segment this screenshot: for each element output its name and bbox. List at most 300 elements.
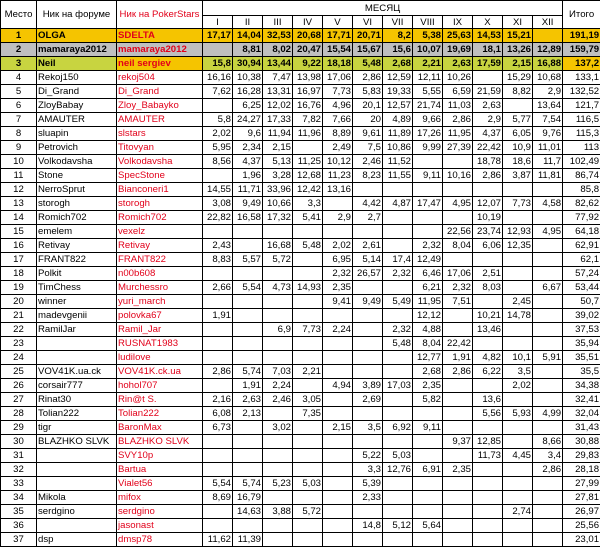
month-value-cell: 13,6 (473, 393, 503, 407)
table-row (1, 29, 600, 43)
month-value-cell (203, 323, 233, 337)
month-value-cell (473, 337, 503, 351)
month-value-cell: 12,02 (263, 99, 293, 113)
month-value-cell (503, 253, 533, 267)
pokerstars-nick-cell: jasonast (117, 519, 203, 533)
forum-nick-cell: VOV41K.ua.ck (37, 365, 117, 379)
month-value-cell (323, 435, 353, 449)
month-value-cell (473, 477, 503, 491)
total-cell: 191,19 (563, 29, 600, 43)
total-cell: 35,51 (563, 351, 600, 365)
forum-nick-cell: dsp (37, 533, 117, 547)
month-value-cell (353, 407, 383, 421)
place-cell: 1 (1, 29, 37, 43)
month-value-cell: 10,86 (383, 141, 413, 155)
month-value-cell: 20,68 (293, 29, 323, 43)
month-value-cell: 7,73 (323, 85, 353, 99)
month-value-cell: 9,22 (293, 57, 323, 71)
month-value-cell (233, 295, 263, 309)
pokerstars-nick-cell: serdgino (117, 505, 203, 519)
month-value-cell (293, 351, 323, 365)
place-cell: 2 (1, 43, 37, 57)
month-value-cell (383, 211, 413, 225)
pokerstars-nick-cell: Di_Grand (117, 85, 203, 99)
total-cell: 82,62 (563, 197, 600, 211)
header-month-12: XII (533, 16, 563, 29)
month-value-cell: 6,22 (473, 365, 503, 379)
table-row (1, 155, 600, 169)
month-value-cell: 5,38 (413, 29, 443, 43)
table-row (1, 253, 600, 267)
month-value-cell: 3,05 (293, 393, 323, 407)
month-value-cell (503, 477, 533, 491)
month-value-cell: 9,49 (233, 197, 263, 211)
month-value-cell: 4,95 (533, 225, 563, 239)
forum-nick-cell: Polkit (37, 267, 117, 281)
month-value-cell: 10,12 (323, 155, 353, 169)
table-row (1, 435, 600, 449)
month-value-cell: 17,17 (203, 29, 233, 43)
month-value-cell (383, 435, 413, 449)
month-value-cell: 10,1 (503, 351, 533, 365)
month-value-cell (323, 505, 353, 519)
place-cell: 5 (1, 85, 37, 99)
forum-nick-cell: Petrovich (37, 141, 117, 155)
header-month: МЕСЯЦ (203, 1, 563, 16)
total-cell: 32,04 (563, 407, 600, 421)
forum-nick-cell: Neil (37, 57, 117, 71)
month-value-cell (473, 491, 503, 505)
month-value-cell (443, 491, 473, 505)
month-value-cell (383, 533, 413, 547)
month-value-cell: 5,49 (383, 295, 413, 309)
month-value-cell: 10,9 (503, 141, 533, 155)
total-cell: 85,8 (563, 183, 600, 197)
month-value-cell: 16,88 (533, 57, 563, 71)
month-value-cell (503, 421, 533, 435)
pokerstars-nick-cell: mamaraya2012 (117, 43, 203, 57)
pokerstars-nick-cell: SVY10p (117, 449, 203, 463)
month-value-cell: 21,59 (473, 85, 503, 99)
month-value-cell: 5,95 (203, 141, 233, 155)
table-row (1, 421, 600, 435)
month-value-cell: 6,95 (323, 253, 353, 267)
month-value-cell: 16,58 (233, 211, 263, 225)
month-value-cell (533, 519, 563, 533)
month-value-cell: 11,55 (383, 169, 413, 183)
month-value-cell (503, 435, 533, 449)
pokerstars-nick-cell: VOV41K.ck.ua (117, 365, 203, 379)
month-value-cell: 20 (353, 113, 383, 127)
month-value-cell: 5,54 (233, 281, 263, 295)
place-cell: 30 (1, 435, 37, 449)
month-value-cell: 11,71 (233, 183, 263, 197)
month-value-cell (533, 421, 563, 435)
month-value-cell: 4,94 (323, 379, 353, 393)
month-value-cell: 12,76 (383, 463, 413, 477)
pokerstars-nick-cell: Rin@t S. (117, 393, 203, 407)
month-value-cell: 2,74 (503, 505, 533, 519)
month-value-cell: 2,02 (503, 379, 533, 393)
forum-nick-cell: storogh (37, 197, 117, 211)
month-value-cell: 5,22 (353, 449, 383, 463)
month-value-cell: 10,26 (443, 71, 473, 85)
total-cell: 28,18 (563, 463, 600, 477)
month-value-cell (203, 337, 233, 351)
month-value-cell: 12,68 (293, 169, 323, 183)
month-value-cell (293, 435, 323, 449)
month-value-cell: 2,86 (443, 365, 473, 379)
forum-nick-cell: Rinat30 (37, 393, 117, 407)
month-value-cell: 10,16 (443, 169, 473, 183)
month-value-cell: 6,46 (413, 267, 443, 281)
month-value-cell (503, 519, 533, 533)
month-value-cell: 6,73 (203, 421, 233, 435)
month-value-cell: 5,77 (503, 113, 533, 127)
total-cell: 23,01 (563, 533, 600, 547)
month-value-cell: 11,23 (323, 169, 353, 183)
month-value-cell: 11,01 (533, 141, 563, 155)
month-value-cell: 8,82 (503, 85, 533, 99)
place-cell: 20 (1, 295, 37, 309)
month-value-cell: 26,57 (353, 267, 383, 281)
month-value-cell: 5,48 (353, 57, 383, 71)
month-value-cell: 7,35 (293, 407, 323, 421)
pokerstars-nick-cell: FRANT822 (117, 253, 203, 267)
month-value-cell: 12,85 (473, 435, 503, 449)
forum-nick-cell: AMAUTER (37, 113, 117, 127)
month-value-cell (293, 449, 323, 463)
month-value-cell: 6,21 (413, 281, 443, 295)
month-value-cell (533, 183, 563, 197)
month-value-cell (293, 295, 323, 309)
total-cell: 35,94 (563, 337, 600, 351)
month-value-cell (383, 309, 413, 323)
month-value-cell: 5,03 (293, 477, 323, 491)
month-value-cell: 20,47 (293, 43, 323, 57)
month-value-cell (503, 463, 533, 477)
month-value-cell: 5,39 (353, 477, 383, 491)
place-cell: 11 (1, 169, 37, 183)
month-value-cell (203, 519, 233, 533)
month-value-cell: 13,31 (263, 85, 293, 99)
month-value-cell: 3,5 (503, 365, 533, 379)
month-value-cell (503, 393, 533, 407)
place-cell: 26 (1, 379, 37, 393)
month-value-cell: 4,95 (443, 197, 473, 211)
month-value-cell: 3,3 (353, 463, 383, 477)
month-value-cell (353, 225, 383, 239)
month-value-cell: 22,82 (203, 211, 233, 225)
month-value-cell (323, 533, 353, 547)
month-value-cell (353, 365, 383, 379)
month-value-cell: 2,63 (443, 57, 473, 71)
forum-nick-cell: Volkodavsha (37, 155, 117, 169)
month-value-cell: 33,96 (263, 183, 293, 197)
month-value-cell: 10,68 (533, 71, 563, 85)
month-value-cell (263, 309, 293, 323)
pokerstars-nick-cell: neil sergiev (117, 57, 203, 71)
month-value-cell (533, 393, 563, 407)
month-value-cell: 2,32 (383, 267, 413, 281)
month-value-cell (233, 463, 263, 477)
forum-nick-cell: Di_Grand (37, 85, 117, 99)
header-total: Итого (563, 1, 600, 29)
pokerstars-nick-cell: Retivay (117, 239, 203, 253)
month-value-cell: 20,71 (353, 29, 383, 43)
table-row (1, 323, 600, 337)
month-value-cell (443, 155, 473, 169)
month-value-cell: 2,15 (323, 421, 353, 435)
total-cell: 25,56 (563, 519, 600, 533)
month-value-cell: 6,25 (233, 99, 263, 113)
month-value-cell: 5,13 (263, 155, 293, 169)
month-value-cell: 9,76 (533, 127, 563, 141)
month-value-cell: 7,03 (263, 365, 293, 379)
total-cell: 37,53 (563, 323, 600, 337)
forum-nick-cell: emelem (37, 225, 117, 239)
month-value-cell: 8,69 (203, 491, 233, 505)
month-value-cell: 17,59 (473, 57, 503, 71)
forum-nick-cell: sluapin (37, 127, 117, 141)
month-value-cell: 14,93 (293, 281, 323, 295)
header-month-7: VII (383, 16, 413, 29)
month-value-cell: 4,88 (413, 323, 443, 337)
forum-nick-cell: serdgino (37, 505, 117, 519)
month-value-cell (533, 491, 563, 505)
pokerstars-nick-cell: slstars (117, 127, 203, 141)
month-value-cell: 2,66 (203, 281, 233, 295)
month-value-cell: 7,66 (323, 113, 353, 127)
month-value-cell (443, 253, 473, 267)
place-cell: 14 (1, 211, 37, 225)
month-value-cell: 12,59 (383, 71, 413, 85)
forum-nick-cell: tigr (37, 421, 117, 435)
month-value-cell (263, 491, 293, 505)
forum-nick-cell: corsair777 (37, 379, 117, 393)
month-value-cell: 17,06 (443, 267, 473, 281)
table-row (1, 519, 600, 533)
month-value-cell: 5,93 (503, 407, 533, 421)
pokerstars-nick-cell: BaronMax (117, 421, 203, 435)
month-value-cell: 13,44 (263, 57, 293, 71)
month-value-cell: 6,67 (533, 281, 563, 295)
month-value-cell: 11,89 (383, 127, 413, 141)
month-value-cell: 9,11 (413, 169, 443, 183)
month-value-cell (413, 225, 443, 239)
month-value-cell (503, 99, 533, 113)
month-value-cell: 13,98 (293, 71, 323, 85)
month-value-cell: 2,86 (443, 113, 473, 127)
pokerstars-nick-cell: hohol707 (117, 379, 203, 393)
month-value-cell: 17,32 (263, 211, 293, 225)
month-value-cell (443, 477, 473, 491)
month-value-cell: 9,41 (323, 295, 353, 309)
header-month-9: IX (443, 16, 473, 29)
header-place: Место (1, 1, 37, 29)
month-value-cell: 12,57 (383, 99, 413, 113)
header-month-4: IV (293, 16, 323, 29)
month-value-cell: 5,54 (203, 477, 233, 491)
month-value-cell: 7,73 (293, 323, 323, 337)
month-value-cell: 2,46 (353, 155, 383, 169)
month-value-cell (413, 449, 443, 463)
month-value-cell: 5,91 (533, 351, 563, 365)
month-value-cell (323, 519, 353, 533)
month-value-cell (413, 491, 443, 505)
place-cell: 27 (1, 393, 37, 407)
month-value-cell: 22,42 (473, 141, 503, 155)
month-value-cell: 2,46 (263, 393, 293, 407)
month-value-cell: 4,37 (473, 127, 503, 141)
header-month-6: VI (353, 16, 383, 29)
month-value-cell (233, 323, 263, 337)
month-value-cell (293, 379, 323, 393)
place-cell: 33 (1, 477, 37, 491)
month-value-cell (413, 435, 443, 449)
pokerstars-nick-cell: RUSNAT1983 (117, 337, 203, 351)
forum-nick-cell: Mikola (37, 491, 117, 505)
month-value-cell (533, 533, 563, 547)
month-value-cell (263, 519, 293, 533)
table-row (1, 239, 600, 253)
month-value-cell: 5,48 (293, 239, 323, 253)
table-row (1, 141, 600, 155)
table-row (1, 183, 600, 197)
month-value-cell: 12,77 (413, 351, 443, 365)
total-cell: 113 (563, 141, 600, 155)
forum-nick-cell (37, 477, 117, 491)
month-value-cell (383, 491, 413, 505)
table-row (1, 337, 600, 351)
total-cell: 31,43 (563, 421, 600, 435)
month-value-cell: 2,34 (233, 141, 263, 155)
table-row (1, 225, 600, 239)
month-value-cell: 10,07 (413, 43, 443, 57)
month-value-cell: 21,74 (413, 99, 443, 113)
month-value-cell: 5,64 (413, 519, 443, 533)
month-value-cell: 13,16 (323, 183, 353, 197)
total-cell: 137,2 (563, 57, 600, 71)
pokerstars-nick-cell: Bartua (117, 463, 203, 477)
month-value-cell: 16,97 (293, 85, 323, 99)
forum-nick-cell: madevgenii (37, 309, 117, 323)
place-cell: 36 (1, 519, 37, 533)
pokerstars-nick-cell: rekoj504 (117, 71, 203, 85)
month-value-cell: 7,62 (203, 85, 233, 99)
month-value-cell: 2,13 (233, 407, 263, 421)
month-value-cell: 22,42 (443, 337, 473, 351)
month-value-cell: 6,59 (443, 85, 473, 99)
month-value-cell: 5,8 (203, 113, 233, 127)
month-value-cell (233, 435, 263, 449)
month-value-cell: 8,03 (473, 281, 503, 295)
month-value-cell: 7,82 (293, 113, 323, 127)
month-value-cell: 8,2 (383, 29, 413, 43)
month-value-cell (473, 505, 503, 519)
table-row (1, 197, 600, 211)
forum-nick-cell: RamilJar (37, 323, 117, 337)
total-cell: 102,49 (563, 155, 600, 169)
month-value-cell (203, 379, 233, 393)
month-value-cell: 2,35 (323, 281, 353, 295)
table-row (1, 295, 600, 309)
header-month-8: VIII (413, 16, 443, 29)
month-value-cell (533, 477, 563, 491)
pokerstars-nick-cell: Vialet56 (117, 477, 203, 491)
month-value-cell: 7,51 (443, 295, 473, 309)
month-value-cell: 4,99 (533, 407, 563, 421)
month-value-cell: 2,33 (353, 491, 383, 505)
month-value-cell: 18,78 (473, 155, 503, 169)
month-value-cell: 5,12 (383, 519, 413, 533)
month-value-cell: 12,35 (503, 239, 533, 253)
month-value-cell: 3,87 (503, 169, 533, 183)
forum-nick-cell: Tolian222 (37, 407, 117, 421)
month-value-cell (323, 365, 353, 379)
place-cell: 35 (1, 505, 37, 519)
forum-nick-cell (37, 449, 117, 463)
table-row (1, 267, 600, 281)
pokerstars-nick-cell: dmsp78 (117, 533, 203, 547)
month-value-cell: 3,08 (203, 197, 233, 211)
month-value-cell: 2,15 (503, 57, 533, 71)
place-cell: 28 (1, 407, 37, 421)
month-value-cell (323, 407, 353, 421)
month-value-cell (443, 533, 473, 547)
month-value-cell (263, 435, 293, 449)
month-value-cell: 7,54 (533, 113, 563, 127)
month-value-cell (203, 169, 233, 183)
month-value-cell: 7,47 (263, 71, 293, 85)
month-value-cell (263, 351, 293, 365)
month-value-cell: 7,73 (503, 197, 533, 211)
month-value-cell: 22,56 (443, 225, 473, 239)
place-cell: 9 (1, 141, 37, 155)
month-value-cell: 20,1 (353, 99, 383, 113)
month-value-cell (473, 519, 503, 533)
month-value-cell (383, 183, 413, 197)
month-value-cell: 11,7 (533, 155, 563, 169)
month-value-cell: 27,39 (443, 141, 473, 155)
month-value-cell: 1,91 (203, 309, 233, 323)
place-cell: 24 (1, 351, 37, 365)
forum-nick-cell (37, 519, 117, 533)
forum-nick-cell: Romich702 (37, 211, 117, 225)
month-value-cell: 8,66 (533, 435, 563, 449)
total-cell: 62,1 (563, 253, 600, 267)
month-value-cell (353, 337, 383, 351)
month-value-cell (293, 421, 323, 435)
month-value-cell: 5,72 (263, 253, 293, 267)
place-cell: 15 (1, 225, 37, 239)
table-row (1, 533, 600, 547)
month-value-cell: 9,11 (413, 421, 443, 435)
month-value-cell: 2,35 (413, 379, 443, 393)
table-row (1, 309, 600, 323)
table-row (1, 57, 600, 71)
table-row (1, 379, 600, 393)
total-cell: 116,5 (563, 113, 600, 127)
table-row (1, 99, 600, 113)
forum-nick-cell: OLGA (37, 29, 117, 43)
table-row (1, 449, 600, 463)
header-month-3: III (263, 16, 293, 29)
place-cell: 17 (1, 253, 37, 267)
total-cell: 26,97 (563, 505, 600, 519)
month-value-cell: 2,45 (503, 295, 533, 309)
month-value-cell (203, 435, 233, 449)
